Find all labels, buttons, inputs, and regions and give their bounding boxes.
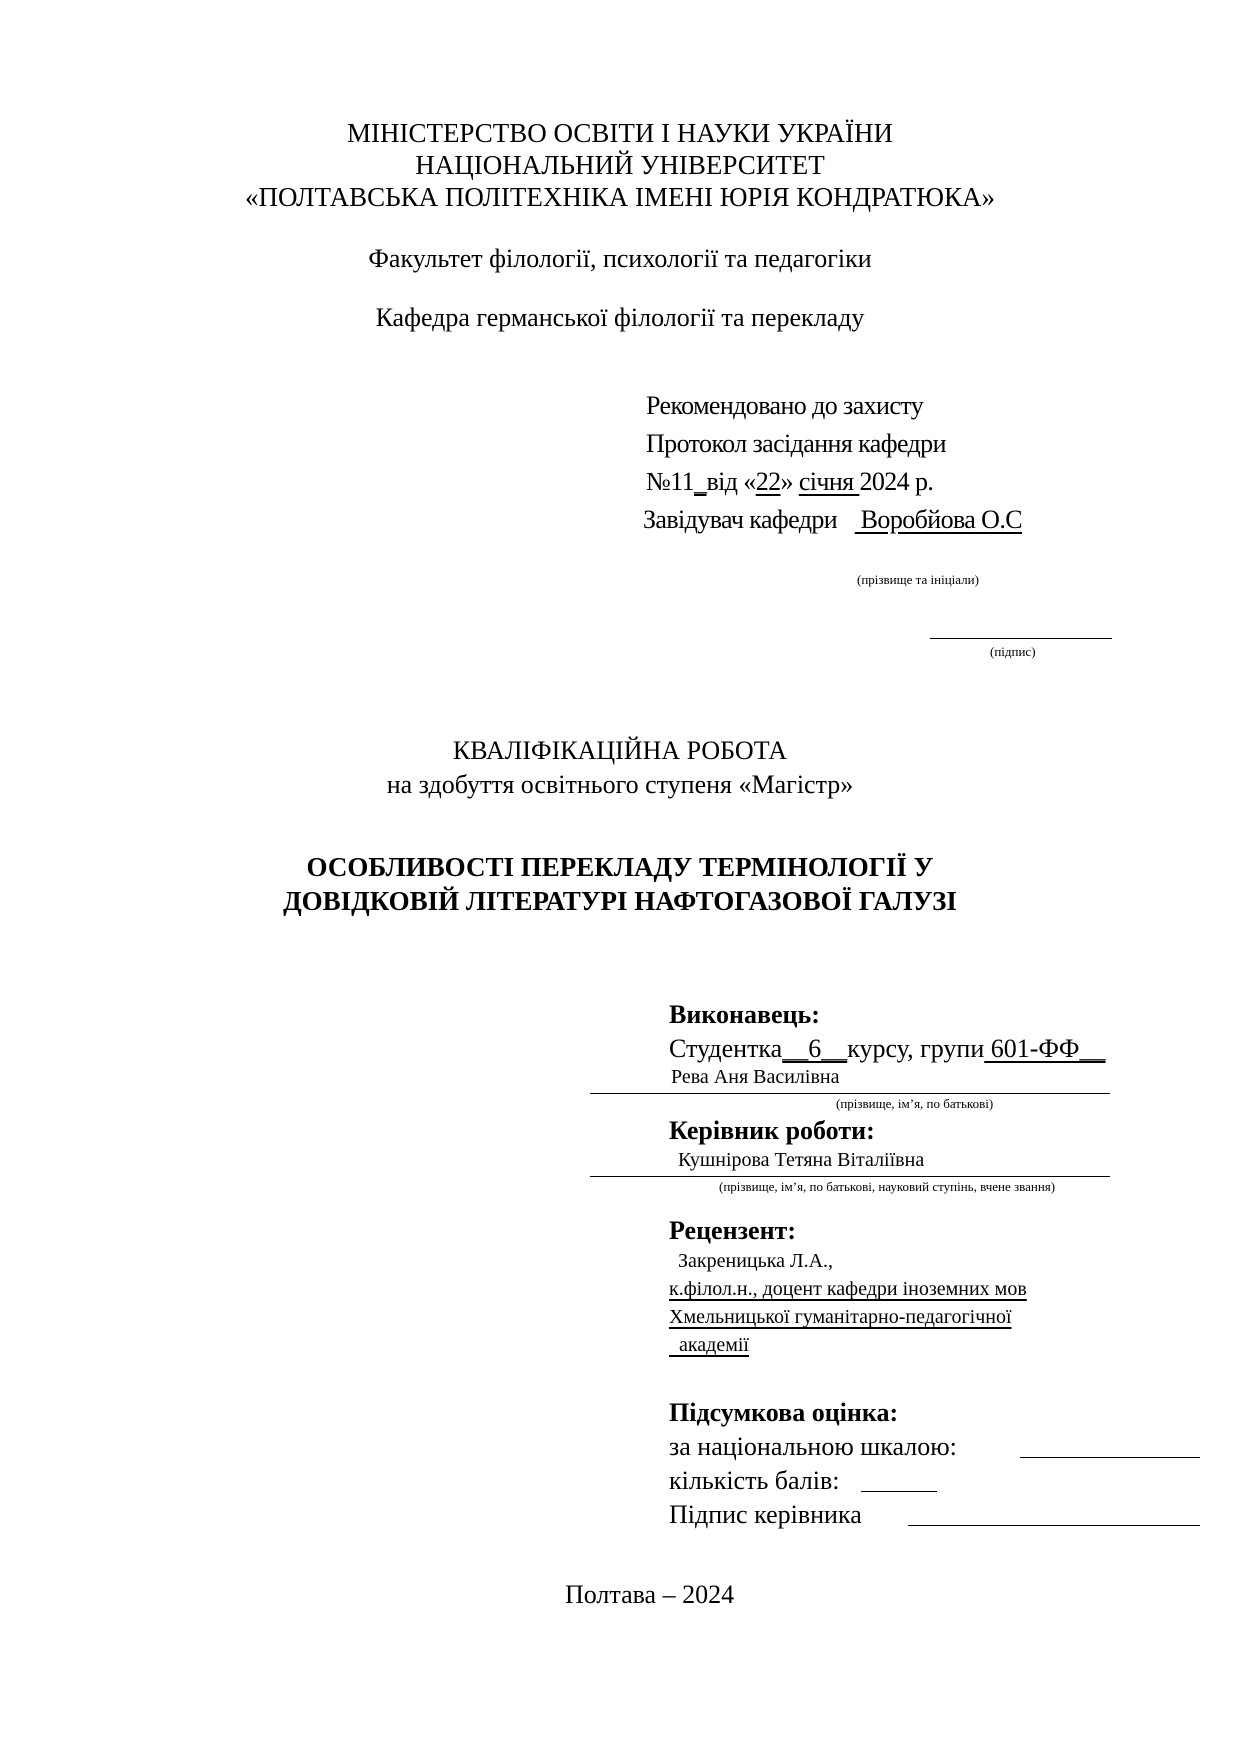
recommended-text: Рекомендовано до захисту xyxy=(646,391,924,420)
points-field xyxy=(861,1491,937,1492)
supervisor-name: Кушнірова Тетяна Віталіївна xyxy=(673,1149,925,1171)
supervisor-name-line xyxy=(590,1176,1110,1177)
student-name: Рева Аня Василівна xyxy=(671,1066,840,1088)
course-label: курсу, групи xyxy=(847,1034,985,1063)
national-scale-label: за національною шкалою: xyxy=(669,1432,957,1461)
executor-heading: Виконавець: xyxy=(669,1000,820,1029)
points-label: кількість балів: xyxy=(669,1466,840,1495)
protocol-text: Протокол засідання кафедри xyxy=(646,429,946,458)
department-head-label: Завідувач кафедри xyxy=(643,505,838,534)
protocol-year: 2024 р. xyxy=(859,467,934,496)
work-type: КВАЛІФІКАЦІЙНА РОБОТА xyxy=(452,736,788,765)
supervisor-heading: Керівник роботи: xyxy=(669,1116,875,1145)
protocol-number-sep: _ xyxy=(694,467,707,496)
ministry-title: МІНІСТЕРСТВО ОСВІТИ І НАУКИ УКРАЇНИ xyxy=(346,118,894,148)
student-name-line xyxy=(590,1093,1110,1094)
protocol-number-line xyxy=(646,467,933,497)
grade-heading: Підсумкова оцінка: xyxy=(669,1398,899,1427)
reviewer-heading: Рецензент: xyxy=(669,1216,796,1245)
protocol-day: 22 xyxy=(755,467,781,496)
thesis-title-line1: ОСОБЛИВОСТІ ПЕРЕКЛАДУ ТЕРМІНОЛОГІЇ У xyxy=(306,852,934,882)
group-number: 601-ФФ__ xyxy=(984,1034,1106,1063)
student-line xyxy=(669,1034,1105,1064)
university-line2: «ПОЛТАВСЬКА ПОЛІТЕХНІКА ІМЕНІ ЮРІЯ КОНДРАТЮКА» xyxy=(244,182,995,212)
student-name-caption: (прізвище, ім’я, по батькові) xyxy=(836,1096,994,1111)
department-head-name: Воробйова О.С xyxy=(854,505,1022,534)
university-line1: НАЦІОНАЛЬНИЙ УНІВЕРСИТЕТ xyxy=(415,150,825,180)
reviewer-institution: Хмельницької гуманітарно-педагогічної xyxy=(669,1306,1012,1328)
reviewer-institution-cont: академії xyxy=(669,1334,749,1356)
student-label: Студентка xyxy=(669,1034,783,1063)
signature-caption: (підпис) xyxy=(990,644,1036,659)
supervisor-caption: (прізвище, ім’я, по батькові, науковий ступінь, вчене звання) xyxy=(719,1179,1056,1194)
thesis-title-line2: ДОВІДКОВІЙ ЛІТЕРАТУРІ НАФТОГАЗОВОЇ ГАЛУЗІ xyxy=(283,886,957,916)
from-text: від « xyxy=(706,467,756,496)
reviewer-name: Закреницька Л.А., xyxy=(673,1250,834,1272)
department-name: Кафедра германської філології та перекладу xyxy=(375,303,865,332)
faculty-name: Факультет філології, психології та педагогіки xyxy=(368,244,872,273)
reviewer-degree-position: к.філол.н., доцент кафедри іноземних мов xyxy=(669,1278,1027,1300)
signature-line xyxy=(930,638,1112,639)
department-head-line xyxy=(643,505,1022,535)
head-name-caption: (прізвище та ініціали) xyxy=(857,572,979,587)
city-year: Полтава – 2024 xyxy=(565,1580,735,1609)
protocol-month: січня xyxy=(798,467,860,496)
national-scale-field xyxy=(1020,1457,1200,1458)
supervisor-signature-field xyxy=(908,1525,1200,1526)
supervisor-signature-label: Підпис керівника xyxy=(669,1500,862,1529)
course-number: __6__ xyxy=(782,1034,848,1063)
protocol-number: №11 xyxy=(646,467,695,496)
day-close-quote: » xyxy=(780,467,793,496)
work-degree: на здобуття освітнього ступеня «Магістр» xyxy=(386,770,854,799)
